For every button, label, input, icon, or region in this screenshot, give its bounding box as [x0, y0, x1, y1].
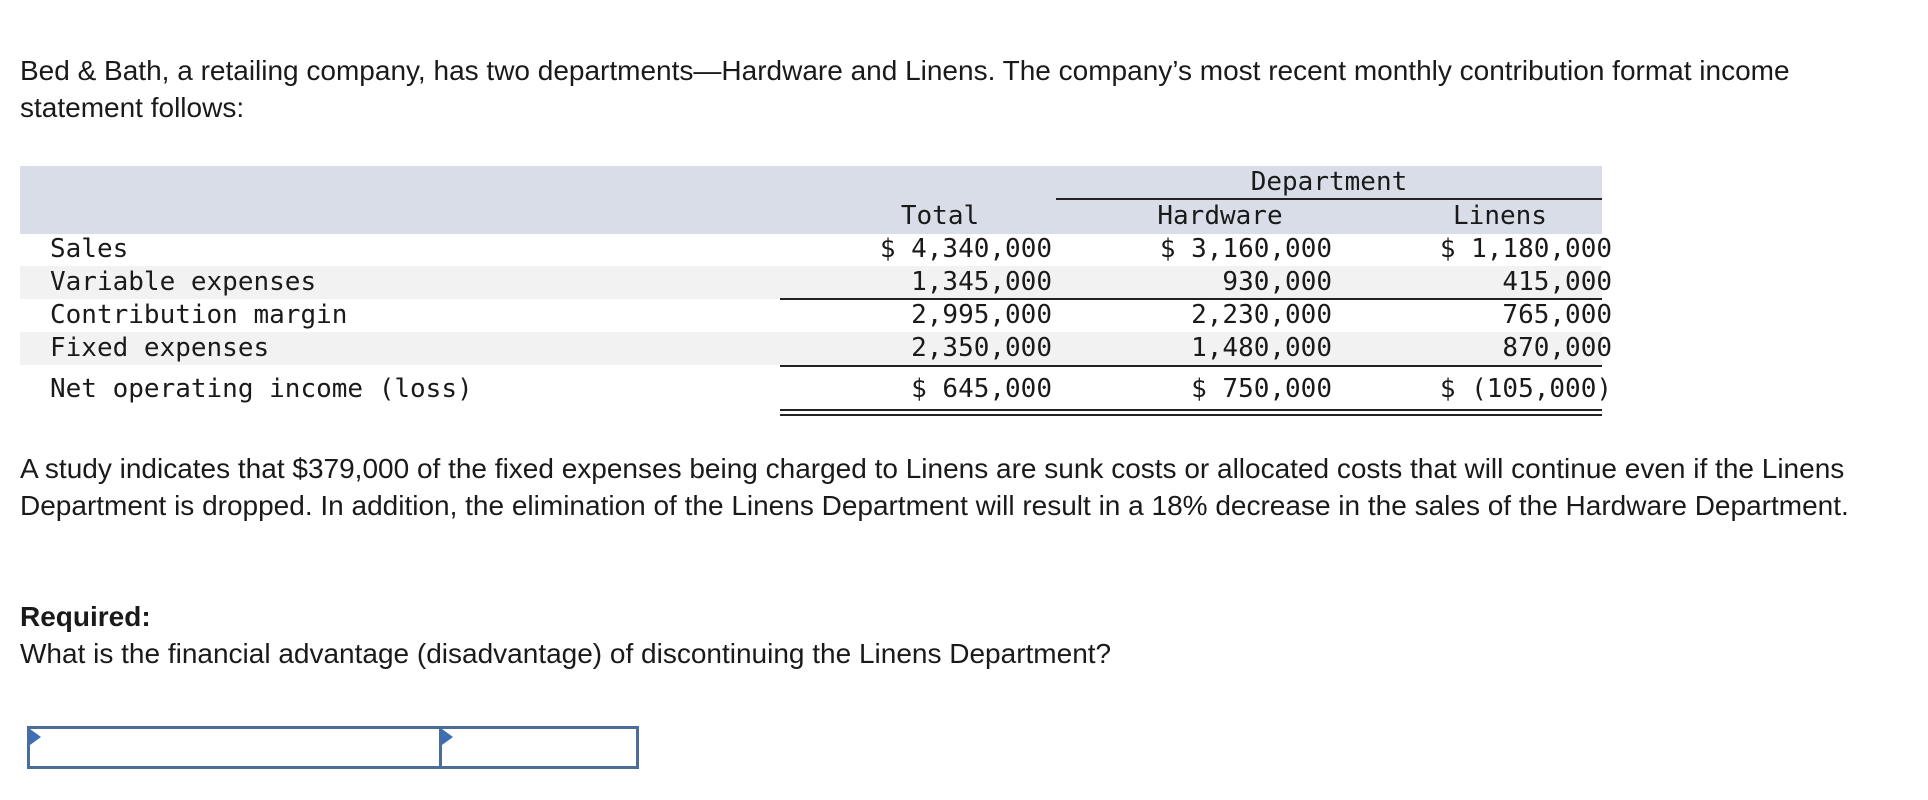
department-header: Department	[1250, 167, 1408, 197]
sales-total: $ 4,340,000	[879, 234, 1052, 264]
variable-expenses-total: 1,345,000	[911, 267, 1052, 297]
required-label: Required:	[20, 601, 151, 632]
intro-paragraph: Bed & Bath, a retailing company, has two departments—Hardware and Linens. The company’s most recent monthly contribution format income statement follows:	[20, 55, 1790, 123]
answer-amount-input[interactable]	[442, 729, 636, 766]
income-statement-table	[20, 166, 1612, 418]
contribution-margin-hardware: 2,230,000	[1191, 300, 1332, 330]
total-double-rule	[780, 409, 1602, 416]
answer-amount-cell	[442, 729, 636, 766]
subtotal-rule	[780, 365, 1602, 367]
sales-linens: $ 1,180,000	[1439, 234, 1612, 264]
fixed-expenses-hardware: 1,480,000	[1191, 333, 1332, 363]
row-label-contribution-margin: Contribution margin	[50, 300, 348, 330]
row-label-fixed-expenses: Fixed expenses	[50, 333, 270, 363]
fixed-expenses-linens: 870,000	[1502, 333, 1612, 363]
column-header-hardware: Hardware	[1157, 201, 1283, 231]
sales-hardware: $ 3,160,000	[1159, 234, 1332, 264]
flag-marker-icon	[30, 729, 41, 745]
study-paragraph: A study indicates that $379,000 of the fixed expenses being charged to Linens are sunk costs or allocated costs that will continue even if the Linens Department is dropped. In addition, the elimination of the Linens Department will result in a 18% decrease in the sales of the Hardware Department.	[20, 453, 1849, 521]
answer-input-row	[27, 726, 639, 769]
variable-expenses-linens: 415,000	[1502, 267, 1612, 297]
answer-label-input[interactable]	[30, 729, 439, 766]
answer-label-cell	[30, 729, 442, 766]
flag-marker-icon	[442, 729, 453, 745]
row-label-sales: Sales	[50, 234, 129, 264]
net-operating-income-total: $ 645,000	[911, 374, 1052, 404]
row-label-variable-expenses: Variable expenses	[50, 267, 317, 297]
column-header-total: Total	[900, 201, 980, 231]
contribution-margin-total: 2,995,000	[911, 300, 1052, 330]
variable-expenses-hardware: 930,000	[1222, 267, 1332, 297]
fixed-expenses-total: 2,350,000	[911, 333, 1052, 363]
row-label-net-operating-income: Net operating income (loss)	[50, 374, 473, 404]
net-operating-income-hardware: $ 750,000	[1191, 374, 1332, 404]
column-header-linens: Linens	[1453, 201, 1547, 231]
contribution-margin-linens: 765,000	[1502, 300, 1612, 330]
question-text: What is the financial advantage (disadvantage) of discontinuing the Linens Department?	[20, 638, 1112, 669]
net-operating-income-linens: $ (105,000)	[1439, 374, 1612, 404]
